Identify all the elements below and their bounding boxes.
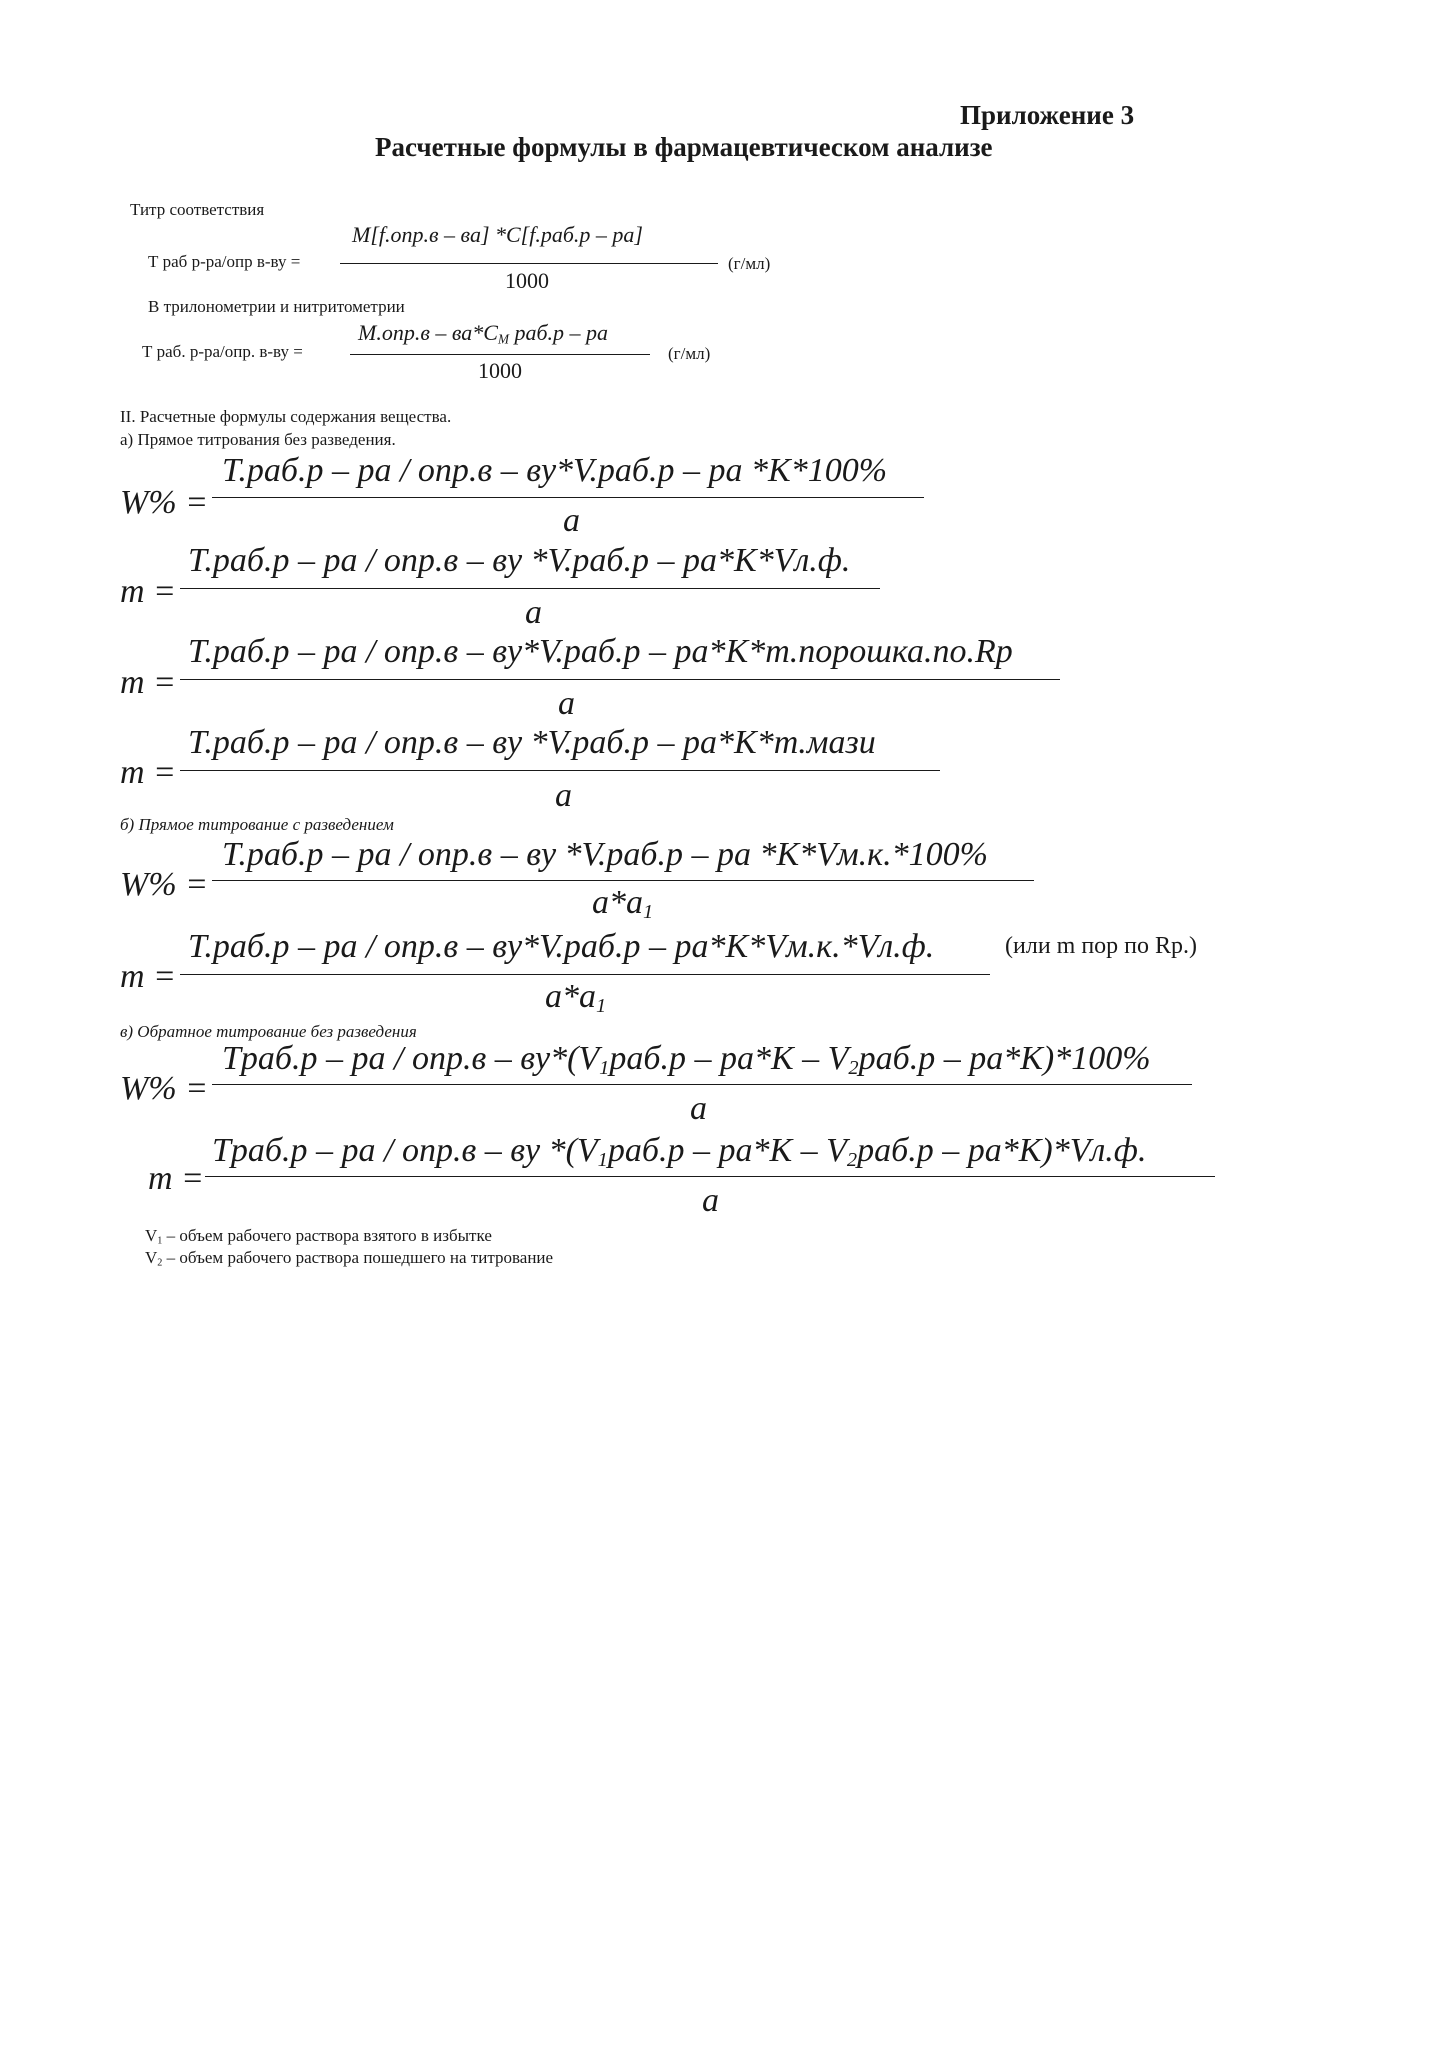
formula-a3-numerator: T.раб.р – ра / опр.в – ву*V.раб.р – ра*K*m.порошка.по.Rp — [188, 633, 1013, 670]
formula-b1-denominator: $a*a_1$ — [592, 884, 654, 924]
section2-heading: II. Расчетные формулы содержания вещества. — [120, 407, 452, 426]
formula-b1-numerator: T.раб.р – ра / опр.в – ву *V.раб.р – ра *K*Vм.к.*100% — [222, 836, 988, 873]
formula-b2-denominator: $a*a_1$ — [545, 978, 607, 1018]
formula-c1-left: W% = — [120, 1070, 209, 1107]
formula-a2-numerator: T.раб.р – ра / опр.в – ву *V.раб.р – ра*K*Vл.ф. — [188, 542, 851, 579]
titer-heading: Титр соответствия — [130, 200, 265, 219]
titer-formula1-fraction-line — [340, 263, 718, 264]
formula-a4-numerator: T.раб.р – ра / опр.в – ву *V.раб.р – ра*K*m.мази — [188, 724, 876, 761]
formula-a1-denominator: a — [563, 502, 580, 539]
note-v1: $V_1$ – объем рабочего раствора взятого в избытке — [145, 1226, 492, 1247]
formula-a1-fraction-line — [212, 497, 924, 498]
titer-subheading: В трилонометрии и нитритометрии — [148, 297, 405, 316]
formula-c1-numerator: Tраб.р – ра / $опр.в - ву*(V_1раб.р - ра*K - V_2раб.р - ра*K)*100\%$ — [222, 1040, 1151, 1080]
titer-formula1-left: Т раб р-ра/опр в-ву = — [148, 252, 301, 271]
formula-a2-left: m = — [120, 573, 176, 610]
formula-a3-denominator: a — [558, 685, 575, 722]
formula-b2-note: (или m пор по Rp.) — [1005, 933, 1198, 959]
formula-b1-fraction-line — [212, 880, 1034, 881]
formula-b2-left: m = — [120, 958, 176, 995]
titer-formula2-left: Т раб. р-ра/опр. в-ву = — [142, 342, 303, 361]
formula-c2-left: m = — [148, 1160, 204, 1197]
formula-a4-left: m = — [120, 754, 176, 791]
formula-c2-numerator: Tраб.р – ра / опр.в – ву $*(V_1раб.р - ра*K - V_2раб.р - ра*K)*Vл.ф$. — [212, 1132, 1147, 1172]
formula-c2-fraction-line — [205, 1176, 1215, 1177]
titer-formula1-unit: (г/мл) — [728, 254, 771, 273]
formula-a4-denominator: a — [555, 777, 572, 814]
titer-formula2-numerator: $M.опр.в - ва*C_M$ раб.р – ра — [358, 320, 609, 347]
formula-b1-left: W% = — [120, 866, 209, 903]
note-v2: $V_2$ – объем рабочего раствора пошедшего на титрование — [145, 1248, 554, 1269]
formula-a2-fraction-line — [180, 588, 880, 589]
section2-c-heading: в) Обратное титрование без разведения — [120, 1022, 417, 1041]
section2-a-heading: а) Прямое титрования без разведения. — [120, 430, 396, 449]
formula-a2-denominator: a — [525, 594, 542, 631]
formula-a1-numerator: T.раб.р – ра / опр.в – ву*V.раб.р – ра *K*100% — [222, 452, 888, 489]
formula-a1-left: W% = — [120, 484, 209, 521]
formula-a3-left: m = — [120, 664, 176, 701]
titer-formula2-unit: (г/мл) — [668, 344, 711, 363]
appendix-label: Приложение 3 — [960, 100, 1135, 130]
titer-formula2-denominator: 1000 — [478, 358, 522, 383]
formula-c1-denominator: a — [690, 1090, 707, 1127]
titer-formula2-fraction-line — [350, 354, 650, 355]
formula-c1-fraction-line — [212, 1084, 1192, 1085]
formula-b2-fraction-line — [180, 974, 990, 975]
formula-a4-fraction-line — [180, 770, 940, 771]
formula-c2-denominator: a — [702, 1182, 719, 1219]
section2-b-heading: б) Прямое титрование с разведением — [120, 815, 394, 834]
formula-a3-fraction-line — [180, 679, 1060, 680]
page-title: Расчетные формулы в фармацевтическом анализе — [375, 132, 993, 162]
titer-formula1-numerator: M[f.опр.в – ва] *C[f.раб.р – ра] — [352, 222, 643, 247]
titer-formula1-denominator: 1000 — [505, 268, 549, 293]
formula-b2-numerator: T.раб.р – ра / опр.в – ву*V.раб.р – ра*K*Vм.к.*Vл.ф. — [188, 928, 935, 965]
